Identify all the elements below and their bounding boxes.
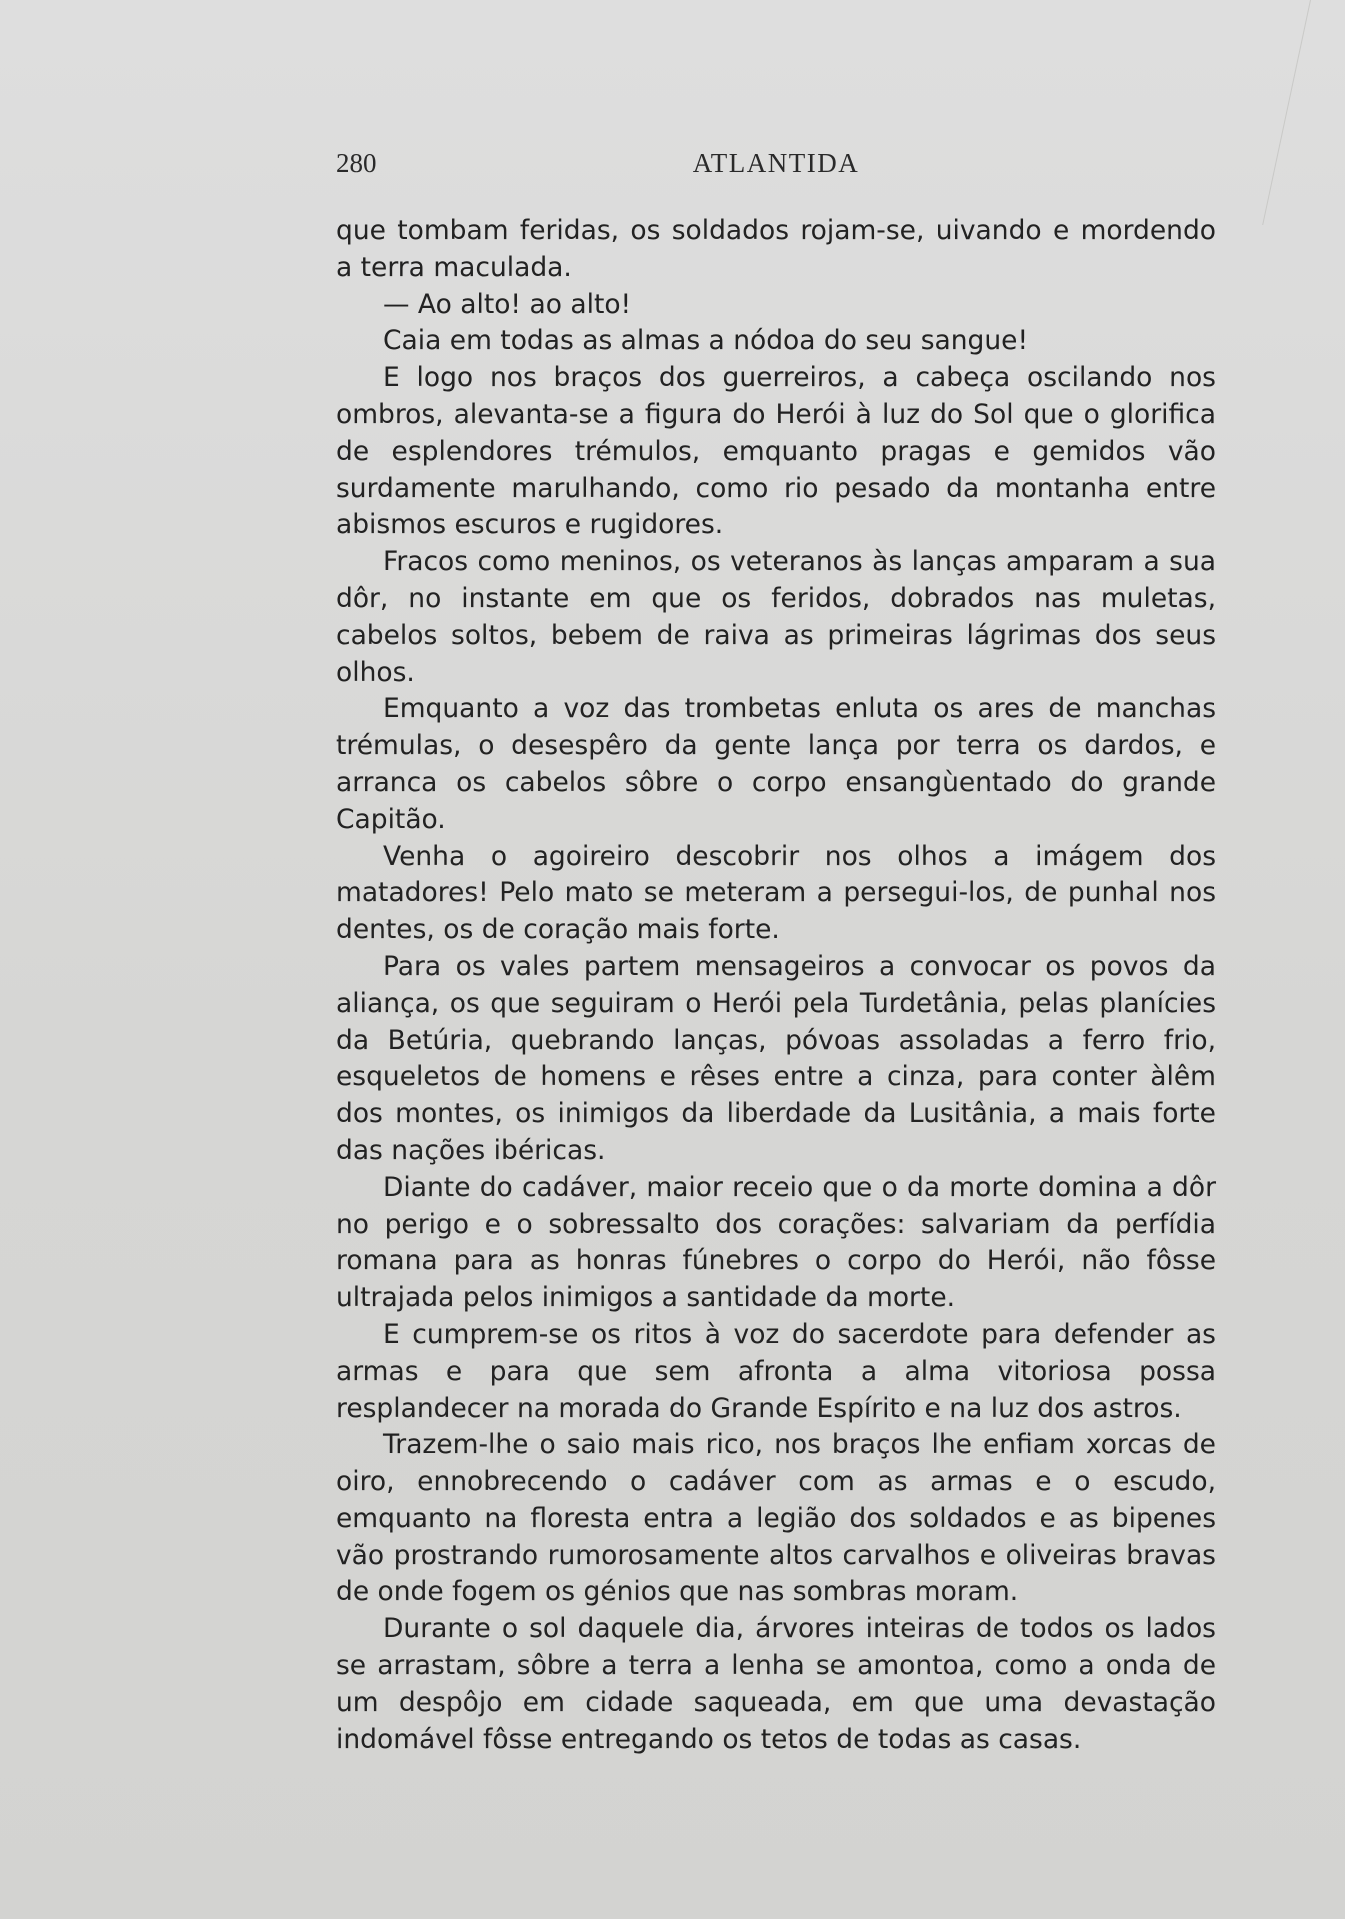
paragraph: E cumprem-se os ritos à voz do sacerdote para defender as armas e para que sem afronta a alma vitoriosa possa resplandecer na morada do Grande Espírito e na luz dos astros.: [336, 1318, 1216, 1424]
page-number: 280: [336, 148, 377, 178]
paragraph: Para os vales partem mensageiros a convocar os povos da aliança, os que seguiram o Herói pela Turdetânia, pelas planícies da Betúria, quebrando lanças, póvoas assoladas a ferro frio, esqueletos de homens e rêses entre a cinza, para conter àlêm dos montes, os inimigos da liberdade da Lusitânia, a mais forte das nações ibéricas.: [336, 950, 1216, 1166]
body-text: [336, 213, 1216, 1758]
paragraph: Emquanto a voz das trombetas enluta os ares de manchas trémulas, o desespêro da gente lança por terra os dardos, e arranca os cabelos sôbre o corpo ensangùentado do grande Capitão.: [336, 693, 1216, 835]
paragraph: Venha o agoireiro descobrir nos olhos a imágem dos matadores! Pelo mato se meteram a persegui-los, de punhal nos dentes, os de coração mais forte.: [336, 840, 1216, 946]
paragraph: Trazem-lhe o saio mais rico, nos braços lhe enfiam xorcas de oiro, ennobrecendo o cadáver com as armas e o escudo, emquanto na floresta entra a legião dos soldados e as bipenes vão prostrando rumorosamente altos carvalhos e oliveiras bravas de onde fogem os génios que nas sombras moram.: [336, 1429, 1216, 1608]
paragraph: — Ao alto! ao alto!: [383, 288, 632, 320]
paragraph: Durante o sol daquele dia, árvores inteiras de todos os lados se arrastam, sôbre a terra a lenha se amontoa, como a onda de um despôjo em cidade saqueada, em que uma devastação indomável fôsse entregando os tetos de todas as casas.: [336, 1613, 1216, 1755]
paragraph: Caia em todas as almas a nódoa do seu sangue!: [383, 325, 1029, 357]
running-title: ATLANTIDA: [692, 148, 860, 178]
paragraph: E logo nos braços dos guerreiros, a cabeça oscilando nos ombros, alevanta-se a figura do Herói à luz do Sol que o glorifica de esplendores trémulos, emquanto pragas e gemidos vão surdamente marulhando, como rio pesado da montanha entre abismos escuros e rugidores.: [336, 362, 1216, 541]
paragraph: Fracos como meninos, os veteranos às lanças amparam a sua dôr, no instante em que os feridos, dobrados nas muletas, cabelos soltos, bebem de raiva as primeiras lágrimas dos seus olhos.: [336, 546, 1216, 688]
page-header: [336, 148, 1216, 182]
paper-crease: [1262, 0, 1311, 225]
paragraph: Diante do cadáver, maior receio que o da morte domina a dôr no perigo e o sobressalto dos corações: salvariam da perfídia romana para as honras fúnebres o corpo do Herói, não fôsse ultrajada pelos inimigos a santidade da morte.: [336, 1171, 1216, 1314]
paragraph: que tombam feridas, os soldados rojam-se, uivando e mordendo a terra maculada.: [336, 215, 1216, 283]
